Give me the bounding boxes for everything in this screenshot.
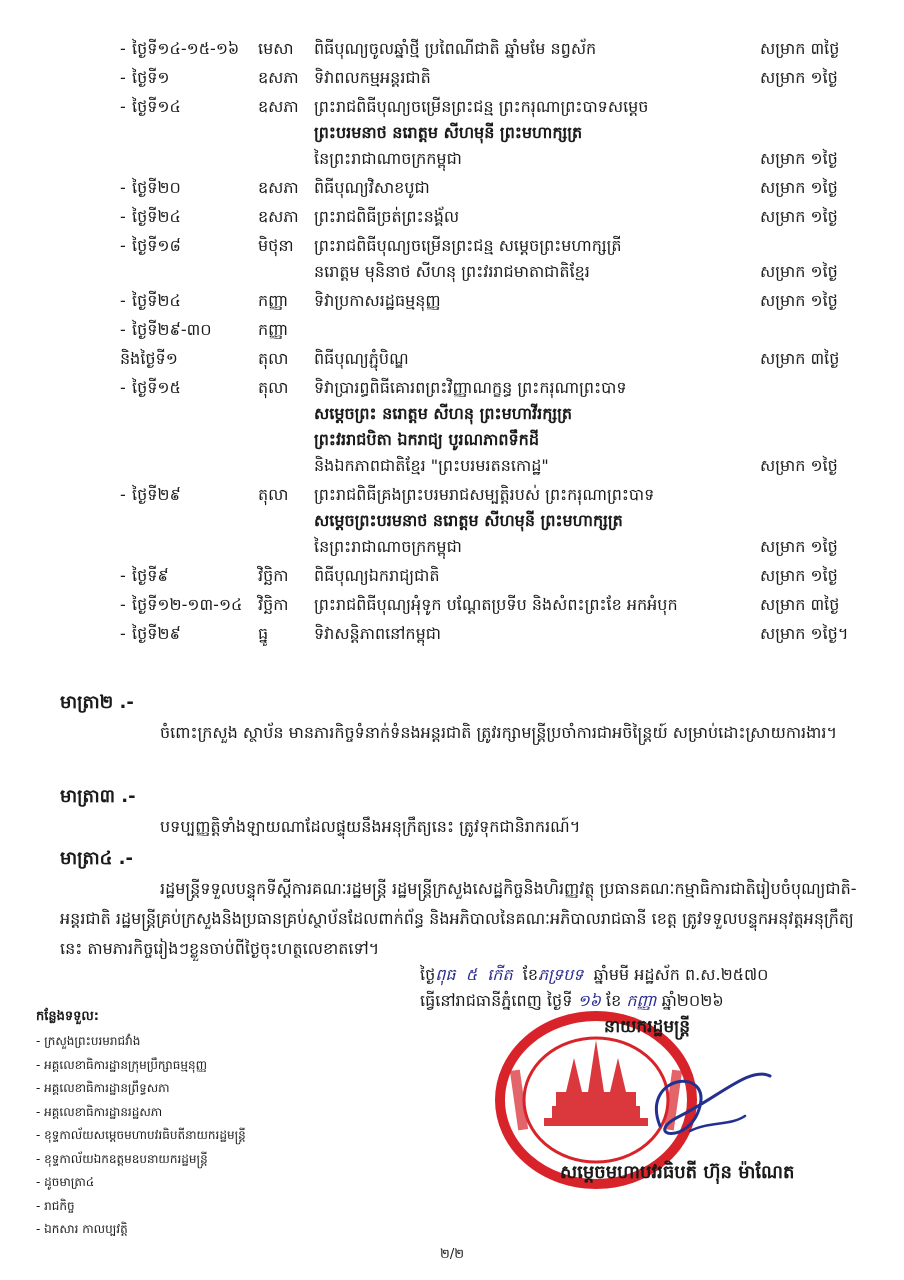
recipient-item: - ខុទ្ទកាល័យឯកឧត្តមឧបនាយករដ្ឋមន្ត្រី <box>36 1151 208 1166</box>
date-day: ១៦ <box>577 991 601 1010</box>
holiday-month: កញ្ញា <box>258 320 289 339</box>
holiday-description <box>314 94 754 172</box>
holiday-month: ឧសភា <box>258 97 299 116</box>
holiday-day: ថ្ងៃទី១៥ <box>132 378 181 397</box>
recipients-list <box>36 1030 246 1242</box>
holiday-day: ថ្ងៃទី២៩-៣០ <box>132 320 212 339</box>
holiday-description-line: ពិធីបុណ្យភ្ជុំបិណ្ឌ <box>314 349 409 368</box>
holiday-description-line: នរោត្តម មុនិនាថ សីហនុ ព្រះវររាជមាតាជាតិខ្មែរ <box>314 262 590 281</box>
holiday-description <box>314 375 754 479</box>
holiday-duration: សម្រាក ១ថ្ងៃ <box>760 566 838 585</box>
lunar-phase: កើត <box>487 965 513 984</box>
row-dash: - <box>120 320 126 339</box>
holiday-description <box>314 592 754 618</box>
recipient-item: - រាជកិច្ច <box>36 1198 75 1213</box>
holiday-description-line: ទិវាសន្តិភាពនៅកម្ពុជា <box>314 624 441 643</box>
holiday-day: ថ្ងៃទី២៤ <box>132 207 181 226</box>
signature-icon <box>620 1036 780 1156</box>
holiday-description-line: ព្រះរាជពិធីច្រត់ព្រះនង្គ័ល <box>314 207 460 226</box>
holiday-duration: សម្រាក ៣ថ្ងៃ <box>760 595 840 614</box>
holiday-description-line: ព្រះរាជពិធីបុណ្យចម្រើនព្រះជន្ម ព្រះករុណាព្រះបាទសម្តេច <box>314 97 649 116</box>
date-month: កញ្ញា <box>626 991 657 1010</box>
row-dash: - <box>120 39 126 58</box>
lunar-day: ៥ <box>465 965 478 984</box>
recipient-item: - ខុទ្ទកាល័យសម្តេចមហាបវរធិបតីនាយករដ្ឋមន្ត្រី <box>36 1128 246 1142</box>
holiday-description-line: សម្តេចព្រះបរមនាថ នរោត្តម សីហមុនី ព្រះមហាក្សត្រ <box>314 511 623 530</box>
holiday-month: មេសា <box>258 39 294 58</box>
holiday-month: តុលា <box>258 378 289 397</box>
row-dash: - <box>120 97 126 116</box>
holiday-duration: សម្រាក ១ថ្ងៃ <box>760 456 838 475</box>
lunar-year: ឆ្នាំមមី អដ្ឋស័ក ព.ស.២៥៧០ <box>593 965 769 984</box>
holiday-month: តុលា <box>258 349 289 368</box>
date-year: ឆ្នាំ២០២៦ <box>661 991 724 1010</box>
row-dash: - <box>120 291 126 310</box>
article-2-body: ចំពោះក្រសួង ស្ថាប័ន មានភារកិច្ចទំនាក់ទំនងអន្តរជាតិ ត្រូវរក្សាមន្ត្រីប្រចាំការជាអចិន្ត្រៃយ៍ សម្រាប់ដោះស្រាយការងារ។ <box>160 723 837 742</box>
holiday-duration: សម្រាក ១ថ្ងៃ <box>760 537 838 556</box>
holiday-duration: សម្រាក ៣ថ្ងៃ <box>760 349 840 368</box>
holiday-month: វិច្ឆិកា <box>258 595 289 614</box>
holiday-description-line: ព្រះរាជពិធីបុណ្យអុំទូក បណ្តែតប្រទីប និងសំពះព្រះខែ អកអំបុក <box>314 595 678 614</box>
holiday-description-line: នៃព្រះរាជាណាចក្រកម្ពុជា <box>314 537 462 556</box>
holiday-day: ថ្ងៃទី២៩ <box>132 624 181 643</box>
holiday-month: ឧសភា <box>258 178 299 197</box>
holiday-description-line: ពិធីបុណ្យចូលឆ្នាំថ្មី ប្រពៃណីជាតិ ឆ្នាំមមែ នព្វស័ក <box>314 39 597 58</box>
holiday-month: តុលា <box>258 485 289 504</box>
holiday-description <box>314 288 754 314</box>
holiday-day: ថ្ងៃទី១៨ <box>132 236 181 255</box>
lunar-date-line <box>420 964 880 988</box>
holiday-description <box>314 563 754 589</box>
recipient-item: - អគ្គលេខាធិការដ្ឋានក្រុមប្រឹក្សាធម្មនុញ្ញ <box>36 1057 208 1072</box>
holiday-description-line: ទិវាប្រកាសរដ្ឋធម្មនុញ្ញ <box>314 291 441 310</box>
row-dash: - <box>120 595 126 614</box>
holiday-duration: សម្រាក ៣ថ្ងៃ <box>760 39 840 58</box>
holiday-description <box>314 175 754 201</box>
holiday-month: ឧសភា <box>258 68 299 87</box>
holiday-day: ថ្ងៃទី១៤ <box>132 97 181 116</box>
holiday-description-line: ព្រះរាជពិធីបុណ្យចម្រើនព្រះជន្ម សម្តេចព្រះមហាក្សត្រី <box>314 236 622 255</box>
holiday-day: ថ្ងៃទី២០ <box>132 178 181 197</box>
lunar-weekday: ពុធ <box>435 965 456 984</box>
month-prefix: ខែ <box>605 991 622 1010</box>
lunar-month-prefix: ខែ <box>522 965 539 984</box>
holiday-day: ថ្ងៃទី២៩ <box>132 485 181 504</box>
row-dash: - <box>120 378 126 397</box>
row-dash: - <box>120 236 126 255</box>
holiday-month: វិច្ឆិកា <box>258 566 289 585</box>
holiday-duration: សម្រាក ១ថ្ងៃ <box>760 68 838 87</box>
holiday-day: ថ្ងៃទី៩ <box>132 566 169 585</box>
row-dash: - <box>120 566 126 585</box>
lunar-month: ភទ្របទ <box>538 965 584 984</box>
recipient-item: - ក្រសួងព្រះបរមរាជវាំង <box>36 1034 141 1048</box>
holiday-duration: សម្រាក ១ថ្ងៃ <box>760 262 838 281</box>
recipient-item: - ដូចមាត្រា៤ <box>36 1175 95 1189</box>
page-number: ២/២ <box>440 1247 465 1262</box>
holiday-description-line: នៃព្រះរាជាណាចក្រកម្ពុជា <box>314 149 462 168</box>
recipient-item: - អគ្គលេខាធិការដ្ឋានរដ្ឋសភា <box>36 1104 163 1119</box>
holiday-description <box>314 36 754 62</box>
holiday-month: មិថុនា <box>258 236 294 255</box>
holiday-description <box>314 204 754 230</box>
recipient-item: - អគ្គលេខាធិការដ្ឋានព្រឹទ្ធសភា <box>36 1081 170 1095</box>
holiday-description-line: សម្តេចព្រះ នរោត្តម សីហនុ ព្រះមហាវីរក្សត្រ <box>314 404 573 423</box>
holiday-description-line: ព្រះបរមនាថ នរោត្តម សីហមុនី ព្រះមហាក្សត្រ <box>314 123 583 142</box>
holiday-description-line: ទិវាប្រារព្ធពិធីគោរពព្រះវិញ្ញាណក្ខន្ធ ព្រះករុណាព្រះបាទ <box>314 378 627 397</box>
holiday-duration: សម្រាក ១ថ្ងៃ <box>760 178 838 197</box>
holiday-month: ឧសភា <box>258 207 299 226</box>
holiday-description <box>314 482 754 560</box>
holiday-description-line: ពិធីបុណ្យឯករាជ្យជាតិ <box>314 566 440 585</box>
recipients-title: កន្លែងទទួល: <box>36 1009 99 1024</box>
row-dash: - <box>120 68 126 87</box>
holiday-description-line: ព្រះវររាជបិតា ឯករាជ្យ បូរណភាពទឹកដី <box>314 430 539 449</box>
holiday-day: ថ្ងៃទី១៤-១៥-១៦ <box>132 39 240 58</box>
row-dash: - <box>120 207 126 226</box>
row-dash: - <box>120 624 126 643</box>
holiday-day: ថ្ងៃទី២៤ <box>132 291 181 310</box>
holiday-duration: សម្រាក ១ថ្ងៃ <box>760 149 838 168</box>
article-4-body: រដ្ឋមន្ត្រីទទួលបន្ទុកទីស្តីការគណៈរដ្ឋមន្ត្រី រដ្ឋមន្ត្រីក្រសួងសេដ្ឋកិច្ចនិងហិរញ្ញវត្ថុ ប្រធានគណៈកម្មាធិការជាតិរៀបចំបុណ្យជាតិ-អន្តរជាតិ រដ្ឋមន្ត្រីគ្រប់ក្រសួងនិងប្រធានគ្រប់ស្ថាប័នដែលពាក់ព័ន្ធ និងអភិបាលនៃគណៈអភិបាលរាជធានី ខេត្ត ត្រូវទទួលបន្ទុកអនុវត្តអនុក្រឹត្យនេះ តាមភារកិច្ចរៀងៗខ្លួនចាប់ពីថ្ងៃចុះហត្ថលេខាតទៅ។ <box>60 879 857 958</box>
row-dash: - <box>120 485 126 504</box>
article-3-title: មាត្រា៣ .- <box>60 786 136 807</box>
holiday-month: ធ្នូ <box>258 624 269 643</box>
row-dash: - <box>120 178 126 197</box>
holiday-description-line: ទិវាពលកម្មអន្តរជាតិ <box>314 68 431 87</box>
holiday-description-line: ព្រះរាជពិធីគ្រងព្រះបរមរាជសម្បត្តិរបស់ ព្រះករុណាព្រះបាទ <box>314 485 655 504</box>
holiday-month: កញ្ញា <box>258 291 289 310</box>
lunar-prefix: ថ្ងៃ <box>420 965 436 984</box>
holiday-duration: សម្រាក ១ថ្ងៃ <box>760 291 838 310</box>
holiday-day: ថ្ងៃទី១ <box>132 68 170 87</box>
recipient-item: - ឯកសារ កាលប្បវត្តិ <box>36 1222 128 1236</box>
signer-title: នាយករដ្ឋមន្ត្រី <box>604 1017 690 1037</box>
holiday-description <box>314 346 754 372</box>
holiday-description <box>314 233 754 285</box>
holiday-description-line: និងឯកភាពជាតិខ្មែរ "ព្រះបរមរតនកោដ្ឋ" <box>314 456 549 475</box>
holiday-day: និងថ្ងៃទី១ <box>120 349 178 368</box>
article-2-title: មាត្រា២ .- <box>60 692 134 713</box>
holiday-description-line: ពិធីបុណ្យវិសាខបូជា <box>314 178 430 197</box>
holiday-duration: សម្រាក ១ថ្ងៃ។ <box>760 624 849 643</box>
holiday-duration: សម្រាក ១ថ្ងៃ <box>760 207 838 226</box>
article-3-body: បទប្បញ្ញត្តិទាំងឡាយណាដែលផ្ទុយនឹងអនុក្រឹត្យនេះ ត្រូវទុកជានិរាករណ៍។ <box>160 817 581 836</box>
place-prefix: ធ្វើនៅរាជធានីភ្នំពេញ ថ្ងៃទី <box>420 991 573 1010</box>
article-4-title: មាត្រា៤ .- <box>60 848 133 869</box>
holiday-day: ថ្ងៃទី១២-១៣-១៤ <box>132 595 243 614</box>
holiday-description <box>314 621 754 647</box>
signer-name: សម្តេចមហាបវរធិបតី ហ៊ុន ម៉ាណែត <box>560 1162 795 1183</box>
holiday-description <box>314 65 754 91</box>
